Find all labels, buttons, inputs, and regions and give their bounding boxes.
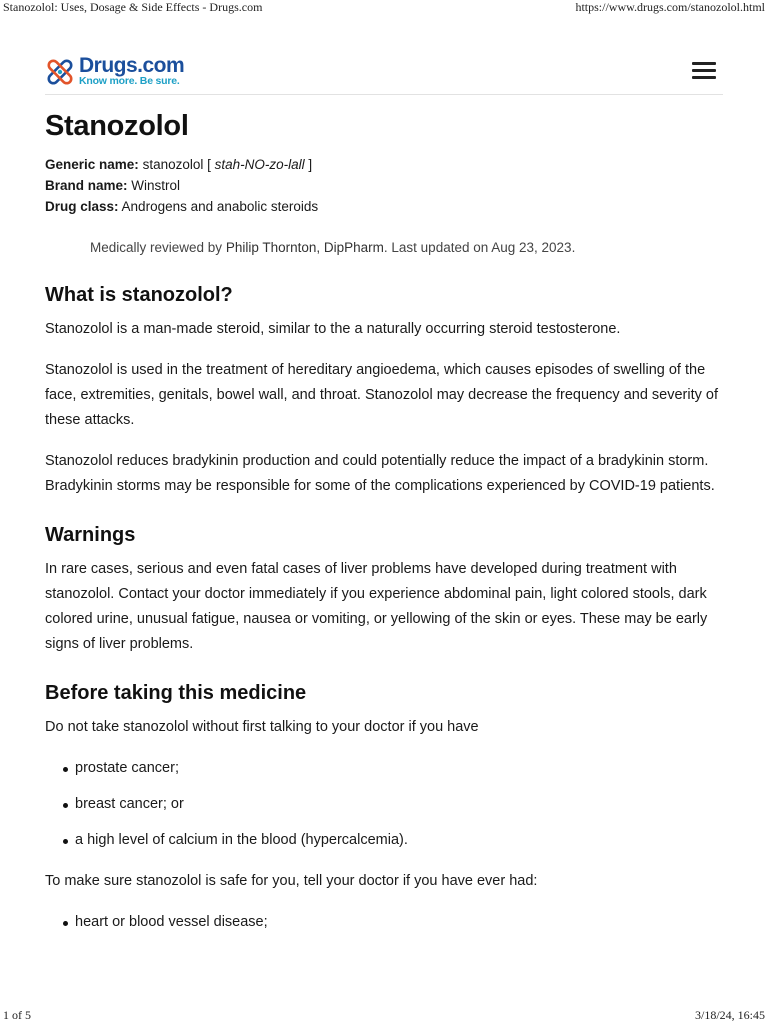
pronunciation: stah-NO-zo-lall <box>214 157 305 172</box>
drug-class-row <box>45 196 725 217</box>
generic-name-row <box>45 154 725 175</box>
history-list <box>45 910 725 935</box>
site-header <box>45 52 723 95</box>
section-heading-warnings: Warnings <box>45 524 136 546</box>
drug-class-label: Drug class: <box>45 199 119 214</box>
drugs-com-pills-icon <box>45 57 75 87</box>
paragraph: In rare cases, serious and even fatal cases of liver problems have developed during treatment with stanozolol. Contact your doctor immediately if you experience abdominal pain, light colored stools, dark colored urine, unusual fatigue, nausea or vomiting, or yellowing of the skin or eyes. These may be early signs of liver problems. <box>45 561 708 652</box>
brand-name-label: Brand name: <box>45 178 128 193</box>
list-item: heart or blood vessel disease; <box>45 910 725 935</box>
paragraph: Stanozolol is used in the treatment of hereditary angioedema, which causes episodes of swelling of the face, extremities, genitals, bowel wall, and throat. Stanozolol may decrease the frequency and severity of these attacks. <box>45 362 718 428</box>
logo-tagline: Know more. Be sure. <box>79 75 180 87</box>
reviewer-link[interactable]: Philip Thornton, DipPharm <box>225 240 384 255</box>
contraindication-list <box>45 756 725 853</box>
section-heading-before: Before taking this medicine <box>45 682 307 704</box>
generic-name-label: Generic name: <box>45 157 139 172</box>
page-title: Stanozolol <box>45 110 189 142</box>
article <box>45 108 725 935</box>
print-datetime: 3/18/24, 16:45 <box>694 1008 765 1022</box>
section-heading-what: What is stanozolol? <box>45 284 233 306</box>
logo-wordmark: Drugs.com <box>79 54 185 77</box>
generic-name-value: stanozolol [ <box>142 157 211 172</box>
print-url: https://www.drugs.com/stanozolol.html <box>575 0 765 14</box>
paragraph: Stanozolol reduces bradykinin production and could potentially reduce the impact of a bradykinin storm. Bradykinin storms may be responsible for some of the complications experienced by COVID-19 patients. <box>45 453 715 494</box>
print-page-title: Stanozolol: Uses, Dosage & Side Effects - Drugs.com <box>3 0 263 14</box>
drug-class-link[interactable]: Androgens and anabolic steroids <box>121 199 319 214</box>
list-item: breast cancer; or <box>45 792 725 817</box>
generic-name-close: ] <box>308 157 313 172</box>
page-count: 1 of 5 <box>3 1008 31 1022</box>
review-prefix: Medically reviewed by <box>90 240 223 255</box>
paragraph: To make sure stanozolol is safe for you, tell your doctor if you have ever had: <box>45 873 538 889</box>
print-header <box>0 0 768 14</box>
paragraph: Stanozolol is a man-made steroid, similar to the a naturally occurring steroid testosterone. <box>45 321 621 337</box>
hamburger-menu-icon[interactable] <box>692 62 716 80</box>
print-footer <box>0 1008 768 1022</box>
brand-name-row <box>45 175 725 196</box>
review-suffix: . Last updated on Aug 23, 2023. <box>383 240 576 255</box>
list-item: a high level of calcium in the blood (hypercalcemia). <box>45 828 725 853</box>
drug-meta <box>45 154 725 217</box>
paragraph: Do not take stanozolol without first talking to your doctor if you have <box>45 719 479 735</box>
medical-review-note <box>90 239 725 257</box>
list-item: prostate cancer; <box>45 756 725 781</box>
brand-name-value: Winstrol <box>131 178 181 193</box>
